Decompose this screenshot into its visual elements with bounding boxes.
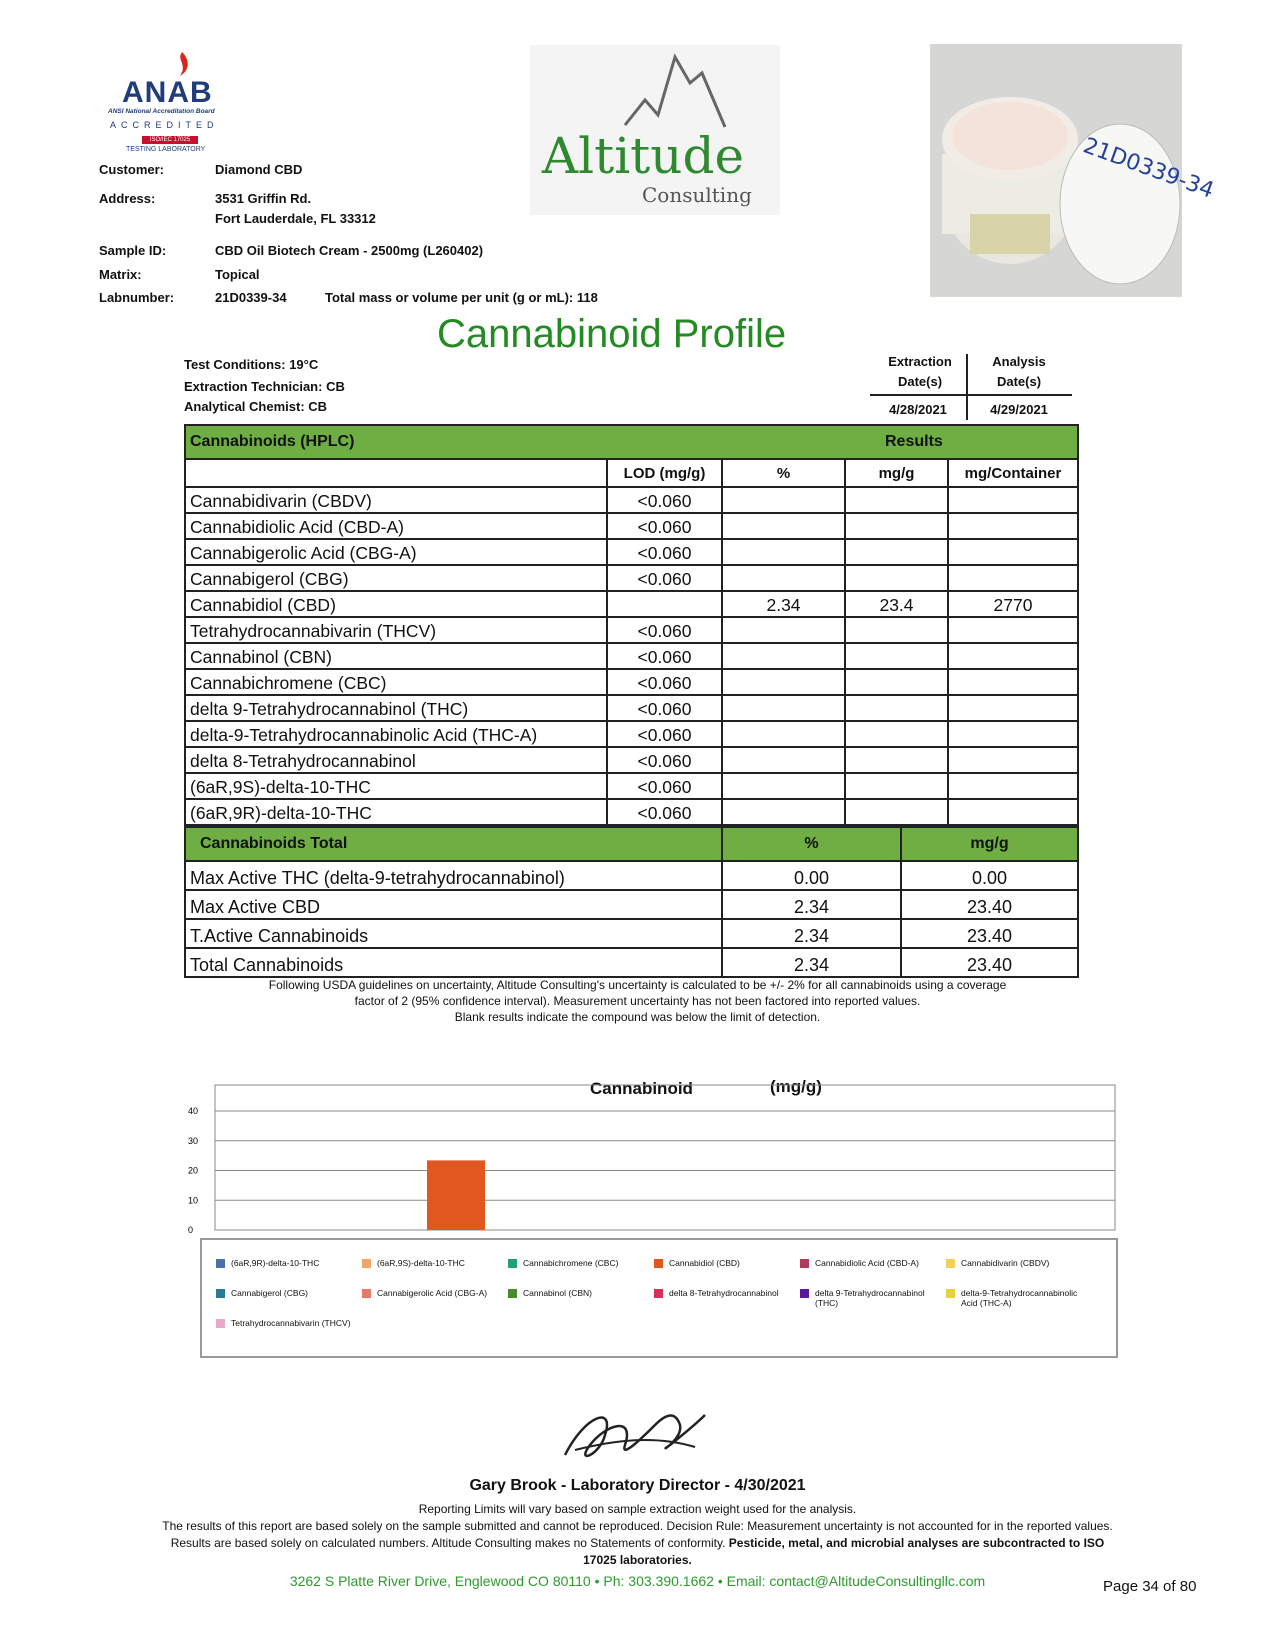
legend-swatch	[362, 1289, 371, 1298]
test-conditions: Test Conditions: 19°C	[184, 357, 319, 372]
matrix-value: Topical	[215, 267, 260, 282]
mgg-value	[845, 747, 948, 773]
anab-testing-lab: TESTING LABORATORY	[126, 146, 206, 153]
pct-value: 2.34	[722, 591, 845, 617]
mgc-value	[948, 721, 1078, 747]
footer-line-4: 17025 laboratories.	[583, 1553, 692, 1567]
mass-label: Total mass or volume per unit (g or mL): 118	[325, 290, 598, 305]
anab-wordmark: ANAB	[122, 76, 213, 109]
address-line1: 3531 Griffin Rd.	[215, 191, 312, 206]
anab-accredited: ACCREDITED	[110, 120, 219, 130]
contact-line: 3262 S Platte River Drive, Englewood CO 80110 • Ph: 303.390.1662 • Email: contact@AltitudeConsultingllc.com	[289, 1573, 986, 1589]
compound-name: delta 8-Tetrahydrocannabinol	[185, 747, 607, 773]
total-mgg: 23.40	[901, 890, 1078, 919]
anab-subtitle: ANSI National Accreditation Board	[108, 108, 215, 115]
plot-frame	[215, 1085, 1115, 1230]
analysis-header-2: Date(s)	[996, 374, 1042, 389]
footer-line-1: Reporting Limits will vary based on sample extraction weight used for the analysis.	[418, 1502, 857, 1516]
footer-line-3b: Pesticide, metal, and microbial analyses are subcontracted to ISO	[728, 1536, 1105, 1550]
address-line2: Fort Lauderdale, FL 33312	[215, 211, 376, 226]
pct-value	[722, 643, 845, 669]
lod-value: <0.060	[607, 539, 722, 565]
mgc-value: 2770	[948, 591, 1078, 617]
col-lod: LOD (mg/g)	[607, 459, 722, 487]
altitude-subtitle: Consulting	[642, 183, 752, 207]
compound-name: Tetrahydrocannabivarin (THCV)	[185, 617, 607, 643]
mgg-value	[845, 617, 948, 643]
legend-label: Cannabinol (CBN)	[523, 1288, 592, 1298]
table-row	[185, 487, 1078, 513]
table-row	[185, 643, 1078, 669]
pct-value	[722, 695, 845, 721]
compound-name: Cannabidivarin (CBDV)	[185, 487, 607, 513]
page-number: Page 34 of 80	[1103, 1578, 1197, 1595]
total-name: Total Cannabinoids	[185, 948, 722, 977]
col-mgc: mg/Container	[948, 459, 1078, 487]
compound-name: Cannabigerolic Acid (CBG-A)	[185, 539, 607, 565]
col-mgg: mg/g	[845, 459, 948, 487]
lod-value: <0.060	[607, 799, 722, 825]
legend-label: Cannabidiol (CBD)	[669, 1258, 740, 1268]
header-results: Results	[845, 425, 1078, 459]
total-pct: 2.34	[722, 919, 901, 948]
cannabinoid-totals-table	[184, 826, 1079, 978]
legend-item	[362, 1258, 502, 1268]
extraction-date-header	[870, 354, 970, 389]
y-tick-label: 20	[188, 1165, 199, 1176]
compound-name: Cannabidiolic Acid (CBD-A)	[185, 513, 607, 539]
mgc-value	[948, 643, 1078, 669]
total-name: Max Active CBD	[185, 890, 722, 919]
pct-value	[722, 617, 845, 643]
mgg-value	[845, 695, 948, 721]
legend-label: delta 8-Tetrahydrocannabinol	[669, 1288, 779, 1298]
customer-value: Diamond CBD	[215, 162, 303, 177]
legend-label: Tetrahydrocannabivarin (THCV)	[231, 1318, 351, 1328]
matrix-label: Matrix:	[99, 267, 142, 282]
chart-title-unit: (mg/g)	[770, 1077, 822, 1096]
legend-label: delta 9-Tetrahydrocannabinol (THC)	[815, 1288, 925, 1308]
pct-value	[722, 539, 845, 565]
legend-swatch	[946, 1259, 955, 1268]
mgc-value	[948, 487, 1078, 513]
mgg-value	[845, 799, 948, 825]
legend-item	[216, 1318, 356, 1328]
lod-value: <0.060	[607, 643, 722, 669]
compound-name: Cannabinol (CBN)	[185, 643, 607, 669]
total-mgg: 23.40	[901, 948, 1078, 977]
signer-line: Gary Brook - Laboratory Director - 4/30/2021	[469, 1477, 806, 1494]
legend-label: Cannabidivarin (CBDV)	[961, 1258, 1050, 1268]
labnumber-value: 21D0339-34	[215, 290, 287, 305]
footer-line-3	[0, 1536, 1275, 1550]
legend-swatch	[216, 1289, 225, 1298]
analysis-header-1: Analysis	[992, 354, 1046, 369]
legend-swatch	[654, 1289, 663, 1298]
sample-photo	[930, 44, 1218, 297]
legend-item	[946, 1288, 1086, 1308]
legend-item	[508, 1258, 648, 1268]
lod-value: <0.060	[607, 721, 722, 747]
director-signature	[555, 1395, 715, 1475]
cannabinoid-results-table	[184, 424, 1079, 826]
table-row	[185, 861, 1078, 890]
total-mgg: 23.40	[901, 919, 1078, 948]
legend-swatch	[216, 1259, 225, 1268]
legend-swatch	[362, 1259, 371, 1268]
totals-header: Cannabinoids Total	[185, 827, 722, 861]
lod-value: <0.060	[607, 773, 722, 799]
mountain-icon	[530, 45, 780, 135]
compound-name: (6aR,9S)-delta-10-THC	[185, 773, 607, 799]
header-cannabinoids: Cannabinoids (HPLC)	[185, 425, 845, 459]
mgg-value	[845, 565, 948, 591]
extraction-technician: Extraction Technician: CB	[184, 379, 345, 394]
uncertainty-note-2: factor of 2 (95% confidence interval). Measurement uncertainty has not been factored into reported values.	[354, 994, 921, 1008]
cannabinoid-bar-chart	[180, 1070, 1120, 1240]
mgg-value	[845, 487, 948, 513]
compound-name: delta-9-Tetrahydrocannabinolic Acid (THC-A)	[185, 721, 607, 747]
altitude-logo	[530, 45, 780, 215]
total-name: T.Active Cannabinoids	[185, 919, 722, 948]
mgg-value	[845, 539, 948, 565]
footer-line-2: The results of this report are based solely on the sample submitted and cannot be reproduced. Decision Rule: Measurement uncertainty is not accounted for in the reported values.	[162, 1519, 1113, 1533]
legend-item	[508, 1288, 648, 1298]
chart-title: Cannabinoid	[590, 1079, 693, 1098]
mgg-value	[845, 721, 948, 747]
sample-id-value: CBD Oil Biotech Cream - 2500mg (L260402)	[215, 243, 484, 258]
lod-value	[607, 591, 722, 617]
totals-col-pct: %	[722, 827, 901, 861]
analysis-date: 4/29/2021	[990, 402, 1048, 417]
mgg-value	[845, 773, 948, 799]
lod-value: <0.060	[607, 513, 722, 539]
table-row	[185, 669, 1078, 695]
legend-item	[654, 1288, 794, 1298]
anab-iso-badge: ISO/IEC 17025	[142, 136, 198, 144]
legend-label: Cannabigerolic Acid (CBG-A)	[377, 1288, 488, 1298]
compound-name: (6aR,9R)-delta-10-THC	[185, 799, 607, 825]
y-tick-label: 0	[188, 1225, 194, 1235]
table-row	[185, 799, 1078, 825]
dates-rule	[870, 394, 1072, 396]
table-row	[185, 539, 1078, 565]
legend-label: delta-9-Tetrahydrocannabinolic Acid (THC-A)	[961, 1288, 1078, 1308]
handwritten-label: 21D0339-34	[1079, 133, 1218, 204]
table-row	[185, 617, 1078, 643]
uncertainty-note-1: Following USDA guidelines on uncertainty, Altitude Consulting's uncertainty is calculated to be +/- 2% for all cannabinoids using a coverage	[268, 978, 1007, 992]
analysis-date-header	[968, 354, 1070, 389]
pct-value	[722, 747, 845, 773]
mgg-value	[845, 513, 948, 539]
y-tick-label: 40	[188, 1106, 199, 1116]
mgg-value: 23.4	[845, 591, 948, 617]
lod-value: <0.060	[607, 565, 722, 591]
lod-value: <0.060	[607, 617, 722, 643]
legend-swatch	[654, 1259, 663, 1268]
customer-label: Customer:	[99, 162, 165, 177]
y-tick-label: 30	[188, 1135, 199, 1146]
address-label: Address:	[99, 191, 156, 206]
footer-line-3a: Results are based solely on calculated numbers. Altitude Consulting makes no Statements of conformity.	[170, 1536, 726, 1550]
legend-label: Cannabidiolic Acid (CBD-A)	[815, 1258, 919, 1268]
total-name: Max Active THC (delta-9-tetrahydrocannabinol)	[185, 861, 722, 890]
table-row	[185, 695, 1078, 721]
mgc-value	[948, 669, 1078, 695]
mgc-value	[948, 695, 1078, 721]
legend-swatch	[508, 1289, 517, 1298]
totals-header-row	[185, 827, 1078, 861]
compound-name: delta 9-Tetrahydrocannabinol (THC)	[185, 695, 607, 721]
total-pct: 0.00	[722, 861, 901, 890]
y-tick-label: 10	[188, 1195, 199, 1206]
subheader-blank	[185, 459, 607, 487]
table-row	[185, 773, 1078, 799]
legend-label: Cannabichromene (CBC)	[523, 1258, 619, 1268]
pct-value	[722, 773, 845, 799]
mgc-value	[948, 799, 1078, 825]
legend-swatch	[800, 1289, 809, 1298]
extraction-header-2: Date(s)	[897, 374, 943, 389]
col-pct: %	[722, 459, 845, 487]
legend-swatch	[508, 1259, 517, 1268]
table-subheader-row	[185, 459, 1078, 487]
total-pct: 2.34	[722, 890, 901, 919]
lod-value: <0.060	[607, 669, 722, 695]
legend-swatch	[946, 1289, 955, 1298]
pct-value	[722, 799, 845, 825]
legend-label: (6aR,9S)-delta-10-THC	[377, 1258, 465, 1268]
mgg-value	[845, 643, 948, 669]
compound-name: Cannabidiol (CBD)	[185, 591, 607, 617]
mgg-value	[845, 669, 948, 695]
lod-value: <0.060	[607, 695, 722, 721]
legend-item	[216, 1258, 356, 1268]
lod-value: <0.060	[607, 747, 722, 773]
lod-value: <0.060	[607, 487, 722, 513]
mgc-value	[948, 539, 1078, 565]
mgc-value	[948, 617, 1078, 643]
legend-label: (6aR,9R)-delta-10-THC	[231, 1258, 320, 1268]
pct-value	[722, 487, 845, 513]
legend-item	[800, 1258, 940, 1268]
table-row	[185, 513, 1078, 539]
legend-item	[946, 1258, 1086, 1268]
sample-id-label: Sample ID:	[99, 243, 167, 258]
mgc-value	[948, 747, 1078, 773]
pct-value	[722, 565, 845, 591]
legend-item	[362, 1288, 502, 1298]
labnumber-label: Labnumber:	[99, 290, 175, 305]
table-row	[185, 565, 1078, 591]
table-row	[185, 591, 1078, 617]
anab-logo	[100, 48, 245, 156]
table-row	[185, 919, 1078, 948]
extraction-date: 4/28/2021	[889, 402, 947, 417]
table-row	[185, 948, 1078, 977]
bar-cannabidiol-cbd	[427, 1160, 485, 1230]
mgc-value	[948, 513, 1078, 539]
legend-item	[654, 1258, 794, 1268]
extraction-header-1: Extraction	[888, 354, 952, 369]
legend-item	[216, 1288, 356, 1298]
totals-col-mgg: mg/g	[901, 827, 1078, 861]
compound-name: Cannabichromene (CBC)	[185, 669, 607, 695]
chart-legend	[200, 1238, 1118, 1358]
legend-swatch	[800, 1259, 809, 1268]
legend-swatch	[216, 1319, 225, 1328]
legend-label: Cannabigerol (CBG)	[231, 1288, 309, 1298]
total-pct: 2.34	[722, 948, 901, 977]
pct-value	[722, 721, 845, 747]
compound-name: Cannabigerol (CBG)	[185, 565, 607, 591]
table-row	[185, 747, 1078, 773]
table-row	[185, 890, 1078, 919]
page-title: Cannabinoid Profile	[437, 312, 787, 356]
table-header-row	[185, 425, 1078, 459]
total-mgg: 0.00	[901, 861, 1078, 890]
uncertainty-note-3: Blank results indicate the compound was below the limit of detection.	[454, 1010, 821, 1024]
analytical-chemist: Analytical Chemist: CB	[184, 399, 328, 414]
mgc-value	[948, 773, 1078, 799]
legend-item	[800, 1288, 940, 1308]
table-row	[185, 721, 1078, 747]
pct-value	[722, 669, 845, 695]
mgc-value	[948, 565, 1078, 591]
pct-value	[722, 513, 845, 539]
altitude-wordmark: Altitude	[542, 127, 745, 185]
